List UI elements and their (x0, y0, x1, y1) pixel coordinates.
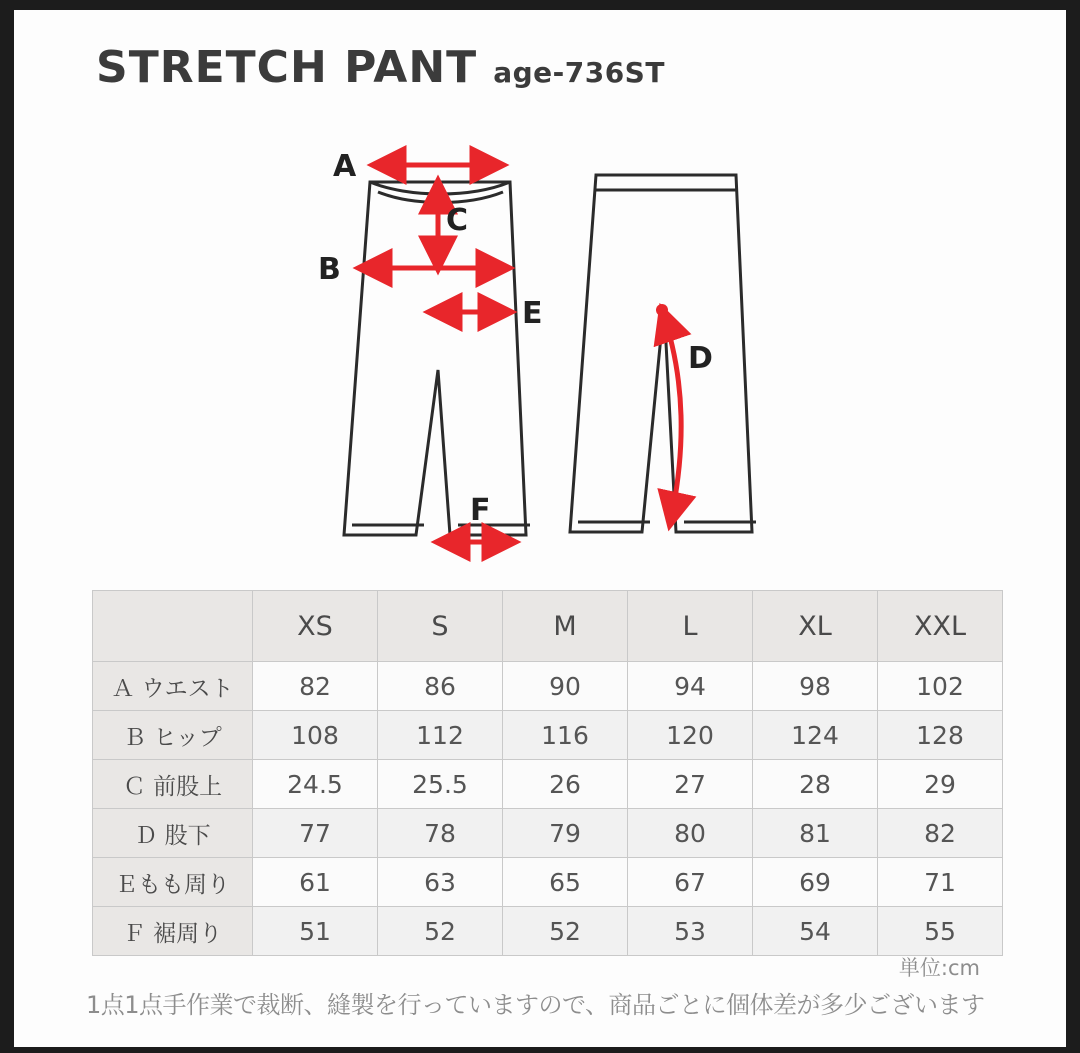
label-d: D (688, 341, 713, 376)
cell-front-rise-s: 25.5 (378, 760, 503, 809)
cell-hem-s: 52 (378, 907, 503, 956)
table-header-row (93, 591, 1003, 662)
column-header-m: M (503, 591, 628, 662)
label-c: C (446, 203, 469, 238)
pants-back-outline (570, 175, 756, 532)
table-corner-cell (93, 591, 253, 662)
row-label-waist: Ａ ウエスト (93, 662, 253, 711)
size-table (92, 590, 1003, 956)
cell-thigh-m: 65 (503, 858, 628, 907)
column-header-xxl: XXL (878, 591, 1003, 662)
row-label-thigh: Ｅもも周り (93, 858, 253, 907)
page-title (96, 42, 665, 93)
measure-lines (360, 165, 681, 542)
row-label-hem: Ｆ 裾周り (93, 907, 253, 956)
column-header-xs: XS (253, 591, 378, 662)
table-row (93, 711, 1003, 760)
column-header-xl: XL (753, 591, 878, 662)
unit-note: 単位:cm (898, 956, 980, 980)
cell-hem-xxl: 55 (878, 907, 1003, 956)
cell-hip-l: 120 (628, 711, 753, 760)
cell-hip-m: 116 (503, 711, 628, 760)
size-table-container (92, 590, 1002, 956)
cell-waist-l: 94 (628, 662, 753, 711)
cell-inseam-xl: 81 (753, 809, 878, 858)
cell-inseam-xxl: 82 (878, 809, 1003, 858)
page-border-top (0, 0, 1080, 10)
cell-thigh-xs: 61 (253, 858, 378, 907)
cell-front-rise-l: 27 (628, 760, 753, 809)
cell-thigh-s: 63 (378, 858, 503, 907)
table-row (93, 662, 1003, 711)
cell-thigh-xl: 69 (753, 858, 878, 907)
label-b: B (318, 252, 341, 287)
cell-hip-xs: 108 (253, 711, 378, 760)
table-row (93, 907, 1003, 956)
cell-waist-xs: 82 (253, 662, 378, 711)
cell-inseam-s: 78 (378, 809, 503, 858)
label-a: A (333, 149, 357, 184)
cell-inseam-m: 79 (503, 809, 628, 858)
table-row (93, 809, 1003, 858)
disclaimer-note: 1点1点手作業で裁断、縫製を行っていますので、商品ごとに個体差が多少ございます (86, 991, 985, 1019)
product-model: age-736ST (493, 56, 665, 89)
product-title: STRETCH PANT (96, 42, 478, 93)
cell-thigh-xxl: 71 (878, 858, 1003, 907)
label-e: E (522, 296, 543, 331)
page-border-left (0, 0, 14, 1053)
page-border-bottom (0, 1047, 1080, 1053)
table-row (93, 858, 1003, 907)
cell-hip-xxl: 128 (878, 711, 1003, 760)
cell-waist-xl: 98 (753, 662, 878, 711)
cell-front-rise-m: 26 (503, 760, 628, 809)
page-border-right (1066, 0, 1080, 1053)
row-label-front-rise: Ｃ 前股上 (93, 760, 253, 809)
cell-inseam-xs: 77 (253, 809, 378, 858)
cell-thigh-l: 67 (628, 858, 753, 907)
cell-hem-xl: 54 (753, 907, 878, 956)
row-label-inseam: Ｄ 股下 (93, 809, 253, 858)
cell-waist-m: 90 (503, 662, 628, 711)
cell-front-rise-xxl: 29 (878, 760, 1003, 809)
cell-front-rise-xl: 28 (753, 760, 878, 809)
cell-waist-s: 86 (378, 662, 503, 711)
label-f: F (470, 493, 491, 528)
pants-measurement-diagram (90, 120, 990, 570)
cell-hem-m: 52 (503, 907, 628, 956)
column-header-l: L (628, 591, 753, 662)
cell-hem-l: 53 (628, 907, 753, 956)
cell-front-rise-xs: 24.5 (253, 760, 378, 809)
row-label-hip: Ｂ ヒップ (93, 711, 253, 760)
cell-hip-s: 112 (378, 711, 503, 760)
cell-hip-xl: 124 (753, 711, 878, 760)
cell-waist-xxl: 102 (878, 662, 1003, 711)
column-header-s: S (378, 591, 503, 662)
cell-hem-xs: 51 (253, 907, 378, 956)
cell-inseam-l: 80 (628, 809, 753, 858)
table-row (93, 760, 1003, 809)
